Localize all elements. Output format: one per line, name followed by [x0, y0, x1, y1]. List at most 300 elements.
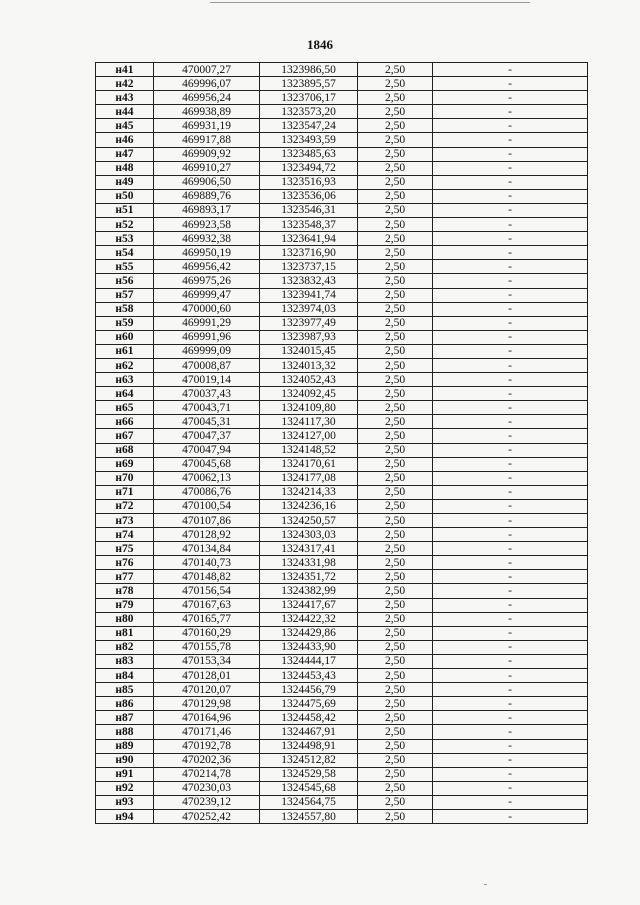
- point-id-cell: н56: [96, 274, 154, 288]
- table-row: [96, 91, 588, 105]
- table-row: [96, 528, 588, 542]
- note-cell: -: [433, 302, 588, 316]
- accuracy-cell: 2,50: [358, 514, 433, 528]
- accuracy-cell: 2,50: [358, 697, 433, 711]
- table-row: [96, 753, 588, 767]
- accuracy-cell: 2,50: [358, 443, 433, 457]
- point-id-cell: н62: [96, 358, 154, 372]
- point-id-cell: н85: [96, 683, 154, 697]
- y-coordinate-cell: 1324529,58: [260, 767, 358, 781]
- accuracy-cell: 2,50: [358, 457, 433, 471]
- note-cell: -: [433, 711, 588, 725]
- y-coordinate-cell: 1324214,33: [260, 485, 358, 499]
- x-coordinate-cell: 470007,27: [154, 63, 260, 77]
- y-coordinate-cell: 1324052,43: [260, 373, 358, 387]
- y-coordinate-cell: 1324467,91: [260, 725, 358, 739]
- table-row: [96, 105, 588, 119]
- table-row: [96, 739, 588, 753]
- table-row: [96, 189, 588, 203]
- y-coordinate-cell: 1323737,15: [260, 260, 358, 274]
- y-coordinate-cell: 1324013,32: [260, 358, 358, 372]
- note-cell: -: [433, 63, 588, 77]
- point-id-cell: н41: [96, 63, 154, 77]
- top-rule: [210, 2, 530, 3]
- table-row: [96, 471, 588, 485]
- point-id-cell: н45: [96, 119, 154, 133]
- x-coordinate-cell: 469932,38: [154, 232, 260, 246]
- note-cell: -: [433, 330, 588, 344]
- y-coordinate-cell: 1324422,32: [260, 612, 358, 626]
- x-coordinate-cell: 470043,71: [154, 401, 260, 415]
- note-cell: -: [433, 725, 588, 739]
- page-number: 1846: [307, 37, 333, 52]
- point-id-cell: н79: [96, 598, 154, 612]
- y-coordinate-cell: 1323516,93: [260, 175, 358, 189]
- accuracy-cell: 2,50: [358, 260, 433, 274]
- y-coordinate-cell: 1324429,86: [260, 626, 358, 640]
- table-row: [96, 288, 588, 302]
- y-coordinate-cell: 1323986,50: [260, 63, 358, 77]
- accuracy-cell: 2,50: [358, 288, 433, 302]
- y-coordinate-cell: 1323832,43: [260, 274, 358, 288]
- y-coordinate-cell: 1324498,91: [260, 739, 358, 753]
- table-row: [96, 330, 588, 344]
- accuracy-cell: 2,50: [358, 232, 433, 246]
- note-cell: -: [433, 147, 588, 161]
- note-cell: -: [433, 218, 588, 232]
- point-id-cell: н46: [96, 133, 154, 147]
- x-coordinate-cell: 470230,03: [154, 781, 260, 795]
- point-id-cell: н65: [96, 401, 154, 415]
- x-coordinate-cell: 470120,07: [154, 683, 260, 697]
- table-row: [96, 316, 588, 330]
- x-coordinate-cell: 469956,42: [154, 260, 260, 274]
- point-id-cell: н86: [96, 697, 154, 711]
- note-cell: -: [433, 77, 588, 91]
- note-cell: -: [433, 809, 588, 823]
- point-id-cell: н54: [96, 246, 154, 260]
- accuracy-cell: 2,50: [358, 203, 433, 217]
- point-id-cell: н60: [96, 330, 154, 344]
- table-row: [96, 725, 588, 739]
- y-coordinate-cell: 1323573,20: [260, 105, 358, 119]
- point-id-cell: н68: [96, 443, 154, 457]
- x-coordinate-cell: 470140,73: [154, 556, 260, 570]
- table-row: [96, 77, 588, 91]
- accuracy-cell: 2,50: [358, 711, 433, 725]
- accuracy-cell: 2,50: [358, 528, 433, 542]
- x-coordinate-cell: 469906,50: [154, 175, 260, 189]
- accuracy-cell: 2,50: [358, 556, 433, 570]
- point-id-cell: н59: [96, 316, 154, 330]
- table-row: [96, 147, 588, 161]
- note-cell: -: [433, 105, 588, 119]
- note-cell: -: [433, 358, 588, 372]
- y-coordinate-cell: 1324092,45: [260, 387, 358, 401]
- x-coordinate-cell: 470047,94: [154, 443, 260, 457]
- point-id-cell: н91: [96, 767, 154, 781]
- table-row: [96, 570, 588, 584]
- note-cell: -: [433, 683, 588, 697]
- y-coordinate-cell: 1324250,57: [260, 514, 358, 528]
- point-id-cell: н88: [96, 725, 154, 739]
- table-row: [96, 358, 588, 372]
- point-id-cell: н77: [96, 570, 154, 584]
- point-id-cell: н92: [96, 781, 154, 795]
- y-coordinate-cell: 1323547,24: [260, 119, 358, 133]
- table-row: [96, 274, 588, 288]
- point-id-cell: н43: [96, 91, 154, 105]
- x-coordinate-cell: 469923,58: [154, 218, 260, 232]
- y-coordinate-cell: 1323977,49: [260, 316, 358, 330]
- note-cell: -: [433, 260, 588, 274]
- table-row: [96, 232, 588, 246]
- note-cell: -: [433, 457, 588, 471]
- y-coordinate-cell: 1324170,61: [260, 457, 358, 471]
- table-row: [96, 795, 588, 809]
- x-coordinate-cell: 469910,27: [154, 161, 260, 175]
- accuracy-cell: 2,50: [358, 612, 433, 626]
- point-id-cell: н50: [96, 189, 154, 203]
- x-coordinate-cell: 469996,07: [154, 77, 260, 91]
- point-id-cell: н81: [96, 626, 154, 640]
- x-coordinate-cell: 469991,96: [154, 330, 260, 344]
- note-cell: -: [433, 598, 588, 612]
- x-coordinate-cell: 469889,76: [154, 189, 260, 203]
- point-id-cell: н57: [96, 288, 154, 302]
- point-id-cell: н55: [96, 260, 154, 274]
- point-id-cell: н74: [96, 528, 154, 542]
- accuracy-cell: 2,50: [358, 739, 433, 753]
- note-cell: -: [433, 415, 588, 429]
- note-cell: -: [433, 119, 588, 133]
- accuracy-cell: 2,50: [358, 499, 433, 513]
- accuracy-cell: 2,50: [358, 570, 433, 584]
- table-row: [96, 443, 588, 457]
- note-cell: -: [433, 669, 588, 683]
- accuracy-cell: 2,50: [358, 781, 433, 795]
- note-cell: -: [433, 274, 588, 288]
- note-cell: -: [433, 697, 588, 711]
- y-coordinate-cell: 1324545,68: [260, 781, 358, 795]
- x-coordinate-cell: 469893,17: [154, 203, 260, 217]
- x-coordinate-cell: 470047,37: [154, 429, 260, 443]
- accuracy-cell: 2,50: [358, 246, 433, 260]
- y-coordinate-cell: 1324444,17: [260, 654, 358, 668]
- x-coordinate-cell: 469931,19: [154, 119, 260, 133]
- table-row: [96, 246, 588, 260]
- x-coordinate-cell: 469975,26: [154, 274, 260, 288]
- point-id-cell: н82: [96, 640, 154, 654]
- point-id-cell: н49: [96, 175, 154, 189]
- accuracy-cell: 2,50: [358, 485, 433, 499]
- accuracy-cell: 2,50: [358, 640, 433, 654]
- note-cell: -: [433, 795, 588, 809]
- x-coordinate-cell: 470153,34: [154, 654, 260, 668]
- y-coordinate-cell: 1323536,06: [260, 189, 358, 203]
- x-coordinate-cell: 470037,43: [154, 387, 260, 401]
- accuracy-cell: 2,50: [358, 119, 433, 133]
- point-id-cell: н78: [96, 584, 154, 598]
- note-cell: -: [433, 161, 588, 175]
- y-coordinate-cell: 1324382,99: [260, 584, 358, 598]
- y-coordinate-cell: 1324117,30: [260, 415, 358, 429]
- coordinates-table: [95, 62, 588, 824]
- accuracy-cell: 2,50: [358, 809, 433, 823]
- y-coordinate-cell: 1324351,72: [260, 570, 358, 584]
- y-coordinate-cell: 1324512,82: [260, 753, 358, 767]
- y-coordinate-cell: 1324015,45: [260, 344, 358, 358]
- x-coordinate-cell: 470165,77: [154, 612, 260, 626]
- point-id-cell: н84: [96, 669, 154, 683]
- coordinates-table-body: [96, 63, 588, 824]
- y-coordinate-cell: 1324109,80: [260, 401, 358, 415]
- point-id-cell: н64: [96, 387, 154, 401]
- note-cell: -: [433, 514, 588, 528]
- x-coordinate-cell: 470155,78: [154, 640, 260, 654]
- x-coordinate-cell: 470214,78: [154, 767, 260, 781]
- table-row: [96, 260, 588, 274]
- table-row: [96, 373, 588, 387]
- point-id-cell: н51: [96, 203, 154, 217]
- y-coordinate-cell: 1323716,90: [260, 246, 358, 260]
- table-row: [96, 809, 588, 823]
- y-coordinate-cell: 1324557,80: [260, 809, 358, 823]
- accuracy-cell: 2,50: [358, 626, 433, 640]
- table-row: [96, 584, 588, 598]
- table-row: [96, 401, 588, 415]
- point-id-cell: н69: [96, 457, 154, 471]
- accuracy-cell: 2,50: [358, 316, 433, 330]
- x-coordinate-cell: 470128,01: [154, 669, 260, 683]
- y-coordinate-cell: 1324475,69: [260, 697, 358, 711]
- x-coordinate-cell: 469999,47: [154, 288, 260, 302]
- accuracy-cell: 2,50: [358, 175, 433, 189]
- x-coordinate-cell: 470086,76: [154, 485, 260, 499]
- point-id-cell: н75: [96, 542, 154, 556]
- y-coordinate-cell: 1323895,57: [260, 77, 358, 91]
- x-coordinate-cell: 469999,09: [154, 344, 260, 358]
- accuracy-cell: 2,50: [358, 598, 433, 612]
- point-id-cell: н89: [96, 739, 154, 753]
- accuracy-cell: 2,50: [358, 218, 433, 232]
- accuracy-cell: 2,50: [358, 147, 433, 161]
- note-cell: -: [433, 499, 588, 513]
- accuracy-cell: 2,50: [358, 387, 433, 401]
- note-cell: -: [433, 739, 588, 753]
- table-row: [96, 626, 588, 640]
- accuracy-cell: 2,50: [358, 429, 433, 443]
- note-cell: -: [433, 443, 588, 457]
- x-coordinate-cell: 470129,98: [154, 697, 260, 711]
- table-row: [96, 542, 588, 556]
- x-coordinate-cell: 469909,92: [154, 147, 260, 161]
- y-coordinate-cell: 1323485,63: [260, 147, 358, 161]
- scan-mark: [484, 884, 487, 885]
- note-cell: -: [433, 528, 588, 542]
- note-cell: -: [433, 626, 588, 640]
- accuracy-cell: 2,50: [358, 767, 433, 781]
- x-coordinate-cell: 470160,29: [154, 626, 260, 640]
- point-id-cell: н90: [96, 753, 154, 767]
- note-cell: -: [433, 471, 588, 485]
- note-cell: -: [433, 556, 588, 570]
- table-row: [96, 133, 588, 147]
- table-row: [96, 697, 588, 711]
- accuracy-cell: 2,50: [358, 274, 433, 288]
- point-id-cell: н47: [96, 147, 154, 161]
- table-row: [96, 344, 588, 358]
- y-coordinate-cell: 1323706,17: [260, 91, 358, 105]
- table-row: [96, 175, 588, 189]
- point-id-cell: н80: [96, 612, 154, 626]
- x-coordinate-cell: 470045,68: [154, 457, 260, 471]
- point-id-cell: н66: [96, 415, 154, 429]
- point-id-cell: н93: [96, 795, 154, 809]
- accuracy-cell: 2,50: [358, 302, 433, 316]
- x-coordinate-cell: 469991,29: [154, 316, 260, 330]
- table-row: [96, 485, 588, 499]
- x-coordinate-cell: 470000,60: [154, 302, 260, 316]
- x-coordinate-cell: 470252,42: [154, 809, 260, 823]
- y-coordinate-cell: 1324564,75: [260, 795, 358, 809]
- table-row: [96, 387, 588, 401]
- accuracy-cell: 2,50: [358, 542, 433, 556]
- note-cell: -: [433, 246, 588, 260]
- note-cell: -: [433, 654, 588, 668]
- y-coordinate-cell: 1323987,93: [260, 330, 358, 344]
- table-row: [96, 203, 588, 217]
- accuracy-cell: 2,50: [358, 189, 433, 203]
- note-cell: -: [433, 387, 588, 401]
- note-cell: -: [433, 584, 588, 598]
- note-cell: -: [433, 344, 588, 358]
- table-row: [96, 302, 588, 316]
- note-cell: -: [433, 288, 588, 302]
- accuracy-cell: 2,50: [358, 725, 433, 739]
- accuracy-cell: 2,50: [358, 344, 433, 358]
- accuracy-cell: 2,50: [358, 683, 433, 697]
- x-coordinate-cell: 470045,31: [154, 415, 260, 429]
- y-coordinate-cell: 1324331,98: [260, 556, 358, 570]
- y-coordinate-cell: 1324303,03: [260, 528, 358, 542]
- accuracy-cell: 2,50: [358, 161, 433, 175]
- y-coordinate-cell: 1324148,52: [260, 443, 358, 457]
- y-coordinate-cell: 1323546,31: [260, 203, 358, 217]
- x-coordinate-cell: 469956,24: [154, 91, 260, 105]
- y-coordinate-cell: 1323548,37: [260, 218, 358, 232]
- x-coordinate-cell: 470239,12: [154, 795, 260, 809]
- point-id-cell: н52: [96, 218, 154, 232]
- y-coordinate-cell: 1324177,08: [260, 471, 358, 485]
- accuracy-cell: 2,50: [358, 63, 433, 77]
- accuracy-cell: 2,50: [358, 669, 433, 683]
- y-coordinate-cell: 1324317,41: [260, 542, 358, 556]
- point-id-cell: н48: [96, 161, 154, 175]
- x-coordinate-cell: 470156,54: [154, 584, 260, 598]
- note-cell: -: [433, 373, 588, 387]
- table-row: [96, 119, 588, 133]
- x-coordinate-cell: 469950,19: [154, 246, 260, 260]
- accuracy-cell: 2,50: [358, 358, 433, 372]
- point-id-cell: н63: [96, 373, 154, 387]
- x-coordinate-cell: 470164,96: [154, 711, 260, 725]
- y-coordinate-cell: 1324433,90: [260, 640, 358, 654]
- note-cell: -: [433, 189, 588, 203]
- table-row: [96, 669, 588, 683]
- note-cell: -: [433, 316, 588, 330]
- note-cell: -: [433, 753, 588, 767]
- point-id-cell: н58: [96, 302, 154, 316]
- x-coordinate-cell: 470171,46: [154, 725, 260, 739]
- table-row: [96, 499, 588, 513]
- y-coordinate-cell: 1324236,16: [260, 499, 358, 513]
- note-cell: -: [433, 232, 588, 246]
- table-row: [96, 161, 588, 175]
- x-coordinate-cell: 470148,82: [154, 570, 260, 584]
- point-id-cell: н71: [96, 485, 154, 499]
- accuracy-cell: 2,50: [358, 415, 433, 429]
- point-id-cell: н83: [96, 654, 154, 668]
- x-coordinate-cell: 470134,84: [154, 542, 260, 556]
- accuracy-cell: 2,50: [358, 654, 433, 668]
- point-id-cell: н76: [96, 556, 154, 570]
- x-coordinate-cell: 469917,88: [154, 133, 260, 147]
- accuracy-cell: 2,50: [358, 91, 433, 105]
- accuracy-cell: 2,50: [358, 471, 433, 485]
- table-row: [96, 640, 588, 654]
- accuracy-cell: 2,50: [358, 401, 433, 415]
- point-id-cell: н73: [96, 514, 154, 528]
- x-coordinate-cell: 470202,36: [154, 753, 260, 767]
- accuracy-cell: 2,50: [358, 753, 433, 767]
- table-row: [96, 415, 588, 429]
- table-row: [96, 612, 588, 626]
- note-cell: -: [433, 401, 588, 415]
- y-coordinate-cell: 1324458,42: [260, 711, 358, 725]
- note-cell: -: [433, 429, 588, 443]
- point-id-cell: н42: [96, 77, 154, 91]
- y-coordinate-cell: 1324127,00: [260, 429, 358, 443]
- x-coordinate-cell: 469938,89: [154, 105, 260, 119]
- accuracy-cell: 2,50: [358, 584, 433, 598]
- point-id-cell: н61: [96, 344, 154, 358]
- table-row: [96, 514, 588, 528]
- point-id-cell: н72: [96, 499, 154, 513]
- accuracy-cell: 2,50: [358, 77, 433, 91]
- table-row: [96, 781, 588, 795]
- table-row: [96, 711, 588, 725]
- table-row: [96, 63, 588, 77]
- note-cell: -: [433, 133, 588, 147]
- note-cell: -: [433, 91, 588, 105]
- point-id-cell: н53: [96, 232, 154, 246]
- y-coordinate-cell: 1324456,79: [260, 683, 358, 697]
- point-id-cell: н87: [96, 711, 154, 725]
- note-cell: -: [433, 767, 588, 781]
- point-id-cell: н70: [96, 471, 154, 485]
- note-cell: -: [433, 542, 588, 556]
- note-cell: -: [433, 640, 588, 654]
- x-coordinate-cell: 470128,92: [154, 528, 260, 542]
- table-row: [96, 654, 588, 668]
- y-coordinate-cell: 1324417,67: [260, 598, 358, 612]
- y-coordinate-cell: 1324453,43: [260, 669, 358, 683]
- accuracy-cell: 2,50: [358, 330, 433, 344]
- x-coordinate-cell: 470107,86: [154, 514, 260, 528]
- table-row: [96, 429, 588, 443]
- accuracy-cell: 2,50: [358, 105, 433, 119]
